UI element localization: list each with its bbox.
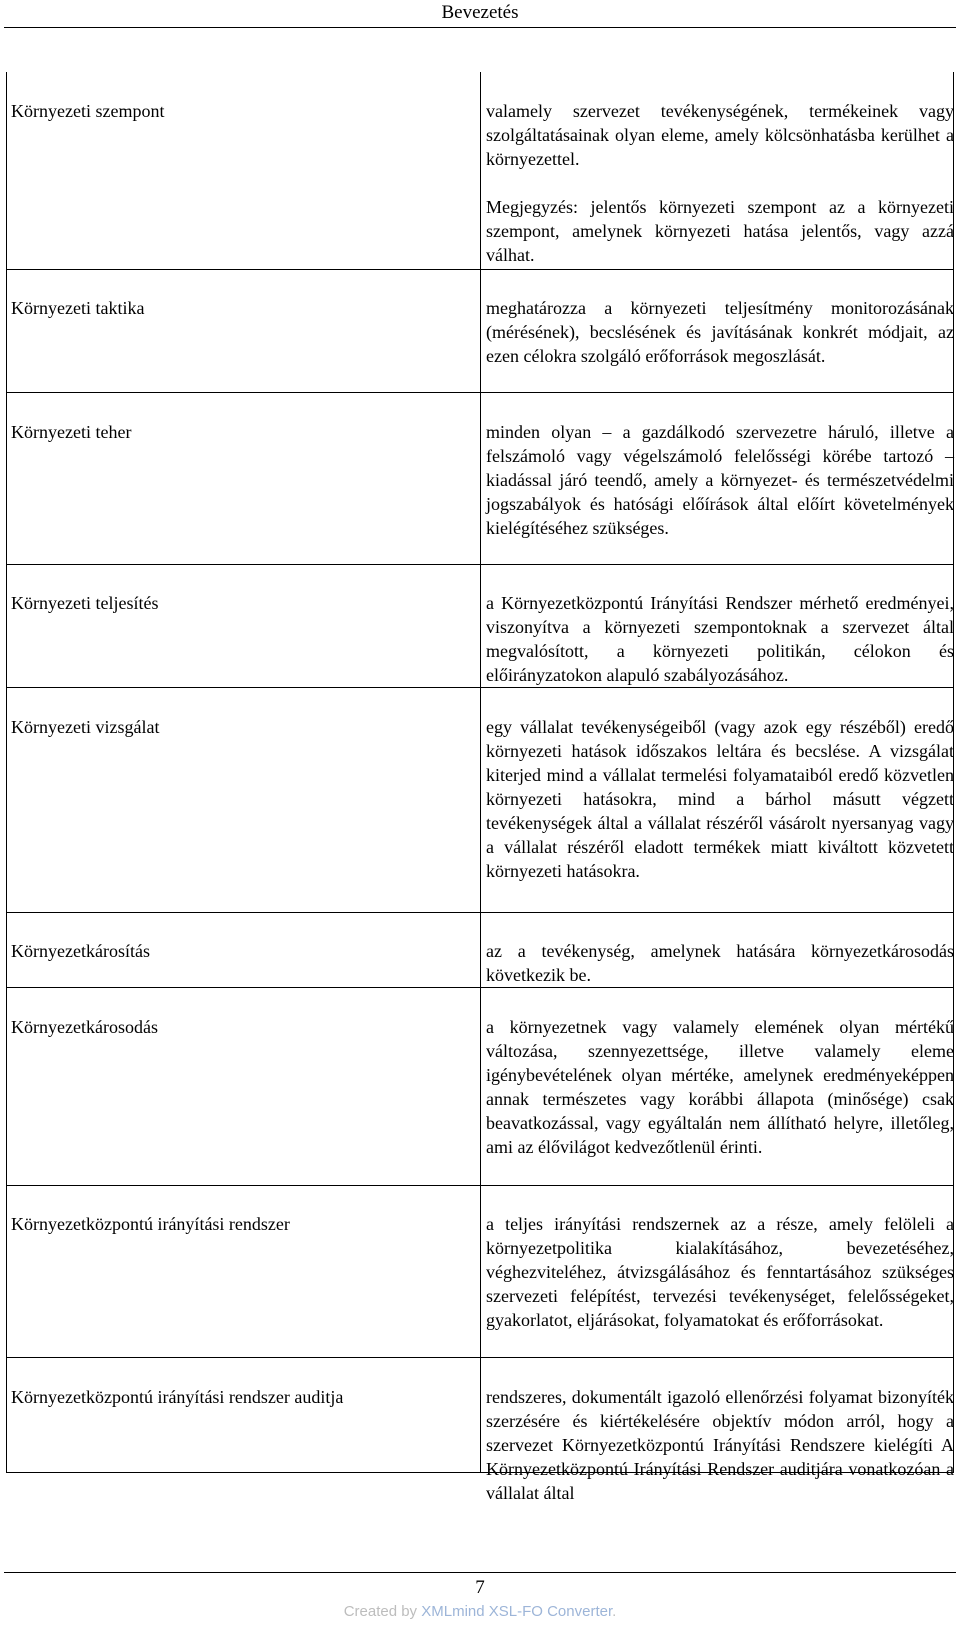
definition-paragraph: a Környezetközpontú Irányítási Rendszer mérhető eredményei, viszonyítva a környezeti szempontoknak a szervezet által megvalósított, a környezeti politikán, célokon és előirányzatokon alapuló szabályozásához. <box>486 593 954 685</box>
term-definition <box>486 715 954 883</box>
header-divider <box>4 27 956 28</box>
term-definition <box>486 591 954 687</box>
definition-paragraph: rendszeres, dokumentált igazoló ellenőrzési folyamat bizonyíték szerzésére és kiértékelésére objektív módon arról, hogy a szervezet Környezetközpontú Irányítási Rendszere kielégíti A Környezetközpontú Irányítási Rendszer auditjára vonatkozóan a vállalat által <box>486 1387 954 1503</box>
row-separator <box>6 912 954 913</box>
term-definition <box>486 1015 954 1159</box>
page-number: 7 <box>475 1577 485 1598</box>
generator-link[interactable]: XMLmind XSL-FO Converter <box>421 1603 613 1620</box>
term-definition <box>486 420 954 540</box>
term-label: Környezeti teljesítés <box>11 593 159 613</box>
generator-credit <box>0 1602 960 1622</box>
term-label: Környezeti szempont <box>11 101 165 121</box>
table-column-divider <box>480 72 481 1473</box>
row-separator <box>6 987 954 988</box>
row-separator <box>6 392 954 393</box>
row-separator <box>6 1185 954 1186</box>
footer-divider <box>4 1572 956 1573</box>
definition-paragraph: a környezetnek vagy valamely elemének olyan mértékű változása, szennyezettsége, illetve valamely eleme igénybevételének olyan mértéke, amelynek eredményeképpen annak természetes vagy korábbi állapota (minősége) csak beavatkozással, vagy egyáltalán nem állítható helyre, illetőleg, ami az élővilágot kedvezőtlenül érinti. <box>486 1017 954 1157</box>
term-label: Környezetközpontú irányítási rendszer <box>11 1214 290 1234</box>
term-label: Környezeti taktika <box>11 298 145 318</box>
term-definition <box>486 99 954 267</box>
term-definition <box>486 296 954 368</box>
generator-prefix: Created by <box>343 1603 422 1620</box>
term-label: Környezetkárosítás <box>11 941 150 961</box>
term-label: Környezetkárosodás <box>11 1017 158 1037</box>
running-header: Bevezetés <box>441 2 519 23</box>
definition-paragraph: meghatározza a környezeti teljesítmény monitorozásának (mérésének), becslésének és javításának konkrét módjait, az ezen célokra szolgáló erőforrások megoszlását. <box>486 298 954 366</box>
table-left-border <box>6 72 7 1473</box>
row-separator <box>6 269 954 270</box>
row-separator <box>6 687 954 688</box>
term-definition <box>486 939 954 987</box>
row-separator <box>6 564 954 565</box>
term-definition <box>486 1385 954 1505</box>
term-definition <box>486 1212 954 1332</box>
definition-paragraph: minden olyan – a gazdálkodó szervezetre háruló, illetve a felszámoló vagy végelszámoló felelősségi körébe tartozó – kiadással járó teendő, amely a környezet- és természetvédelmi jogszabályok és hatósági előírások által előírt követelmények kielégítéséhez szükséges. <box>486 422 954 538</box>
row-separator <box>6 1357 954 1358</box>
term-label: Környezetközpontú irányítási rendszer auditja <box>11 1387 344 1407</box>
generator-suffix: . <box>612 1603 617 1620</box>
definition-paragraph: valamely szervezet tevékenységének, termékeinek vagy szolgáltatásainak olyan eleme, amely kölcsönhatásba kerülhet a környezettel. <box>486 101 954 169</box>
definition-paragraph: az a tevékenység, amelynek hatására környezetkárosodás következik be. <box>486 941 954 985</box>
definition-paragraph: egy vállalat tevékenységeiből (vagy azok egy részéből) eredő környezeti hatások időszakos leltára és becslése. A vizsgálat kiterjed mind a vállalat termelési folyamataiból eredő közvetlen környezeti hatásokra, mind a bárhol másutt végzett tevékenységek által a vállalat részéről vásárolt nyersanyag vagy a vállalat részéről eladott termékek miatt kiváltott közvetett környezeti hatásokra. <box>486 717 954 881</box>
term-label: Környezeti vizsgálat <box>11 717 160 737</box>
definition-note: Megjegyzés: jelentős környezeti szempont az a környezeti szempont, amelynek környezeti hatása jelentős, vagy azzá válhat. <box>486 197 954 265</box>
term-label: Környezeti teher <box>11 422 132 442</box>
definition-paragraph: a teljes irányítási rendszernek az a része, amely felöleli a környezetpolitika kialakításához, bevezetéséhez, véghezviteléhez, átvizsgálásához és fenntartásához szükséges szervezeti felépítést, tervezési tevékenységet, felelősségeket, gyakorlatot, eljárásokat, folyamatokat és erőforrásokat. <box>486 1214 954 1330</box>
